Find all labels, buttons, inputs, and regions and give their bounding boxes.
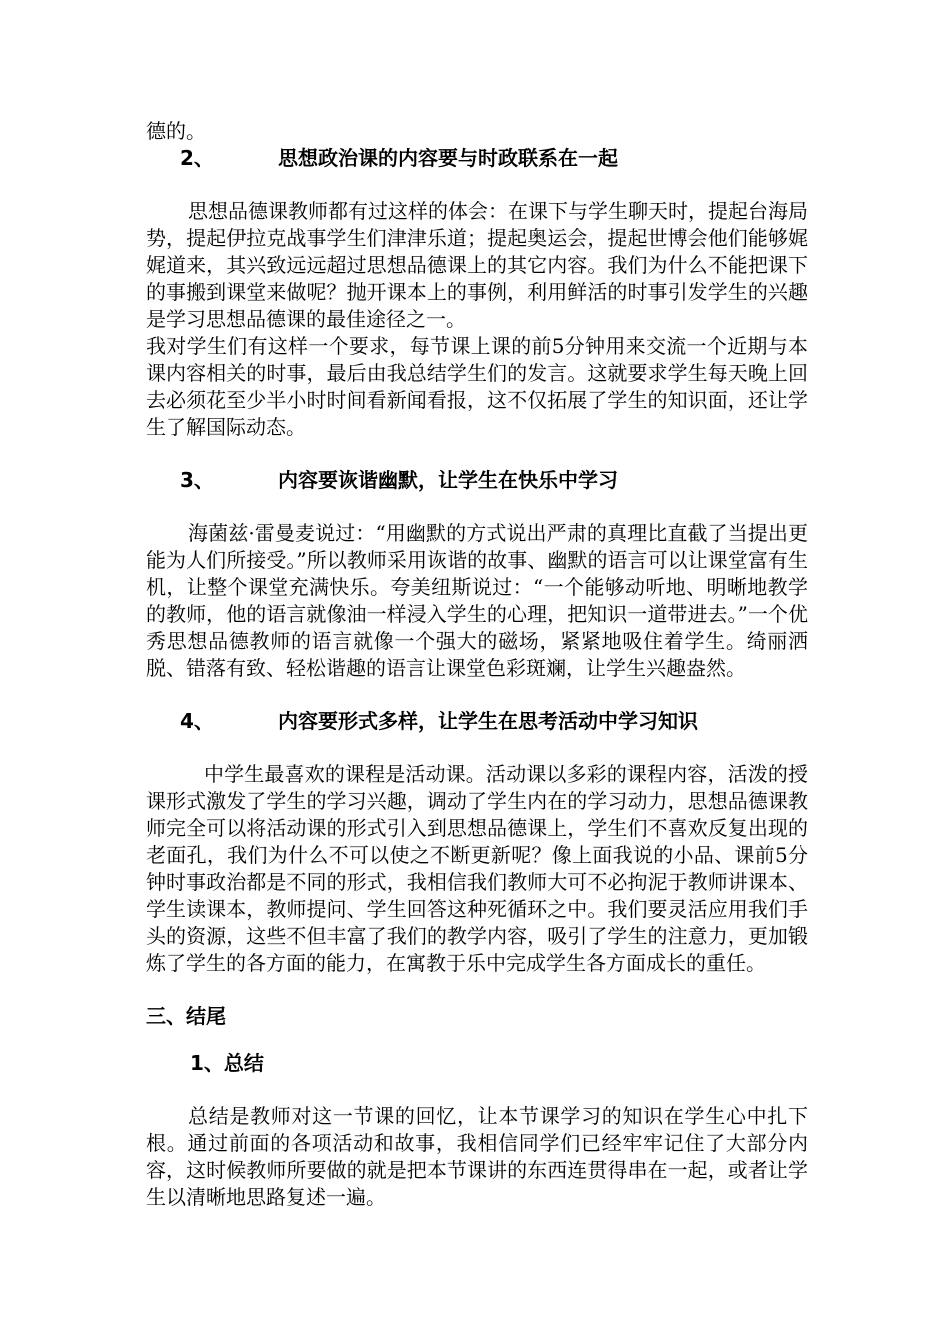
part-3-paragraph: 总结是教师对这一节课的回忆，让本节课学习的知识在学生心中扎下根。通过前面的各项活动和故事，我相信同学们已经牢牢记住了大部分内容，这时候教师所要做的就是把本节课讲的东西连贯得串在一起，或者让学生以清晰地思路复述一遍。 (146, 1104, 808, 1209)
section-2-title: 思想政治课的内容要与时政联系在一起 (278, 146, 618, 170)
part-3-subheading: 1、总结 (190, 1051, 264, 1075)
document-page (146, 118, 808, 1211)
section-4-number: 4、 (180, 709, 214, 733)
section-3-paragraph-1: 海菌兹·雷曼麦说过：“用幽默的方式说出严肃的真理比直截了当提出更能为人们所接受。”所以教师采用诙谐的故事、幽默的语言可以让课堂富有生机，让整个课堂充满快乐。夸美纽斯说过：“一个能够动听地、明晰地教学的教师，他的语言就像油一样浸入学生的心理，把知识一道带进去。”一个优秀思想品德教师的语言就像一个强大的磁场，紧紧地吸住着学生。绮丽洒脱、错落有致、轻松谐趣的语言让课堂色彩斑斓，让学生兴趣盎然。 (146, 521, 808, 680)
continuation-text: 德的。 (146, 119, 206, 143)
section-4-paragraph-1: 中学生最喜欢的课程是活动课。活动课以多彩的课程内容，活泼的授课形式激发了学生的学习兴趣，调动了学生内在的学习动力，思想品德课教师完全可以将活动课的形式引入到思想品德课上，学生们不喜欢反复出现的老面孔，我们为什么不可以使之不断更新呢？像上面我说的小品、课前5分钟时事政治都是不同的形式，我相信我们教师大可不必拘泥于教师讲课本、学生读课本，教师提问、学生回答这种死循环之中。我们要灵活应用我们手头的资源，这些不但丰富了我们的教学内容，吸引了学生的注意力，更加锻炼了学生的各方面的能力，在寓教于乐中完成学生各方面成长的重任。 (146, 762, 808, 975)
section-2-paragraph-2: 我对学生们有这样一个要求，每节课上课的前5分钟用来交流一个近期与本课内容相关的时事，最后由我总结学生们的发言。这就要求学生每天晚上回去必须花至少半小时时间看新闻看报，这不仅拓展了学生的知识面，还让学生了解国际动态。 (146, 334, 808, 439)
section-3-heading (146, 467, 808, 494)
section-4-title: 内容要形式多样，让学生在思考活动中学习知识 (278, 709, 698, 733)
section-4-heading (146, 708, 808, 735)
section-2-heading (146, 145, 808, 172)
part-3-heading: 三、结尾 (146, 1004, 226, 1028)
section-2-paragraph-1: 思想品德课教师都有过这样的体会：在课下与学生聊天时，提起台海局势，提起伊拉克战事学生们津津乐道；提起奥运会，提起世博会他们能够娓娓道来，其兴致远远超过思想品德课上的其它内容。我们为什么不能把课下的事搬到课堂来做呢？抛开课本上的事例，利用鲜活的时事引发学生的兴趣是学习思想品德课的最佳途径之一。 (146, 199, 808, 331)
section-2-number: 2、 (180, 146, 214, 170)
section-3-number: 3、 (180, 468, 214, 492)
section-3-title: 内容要诙谐幽默，让学生在快乐中学习 (278, 468, 618, 492)
